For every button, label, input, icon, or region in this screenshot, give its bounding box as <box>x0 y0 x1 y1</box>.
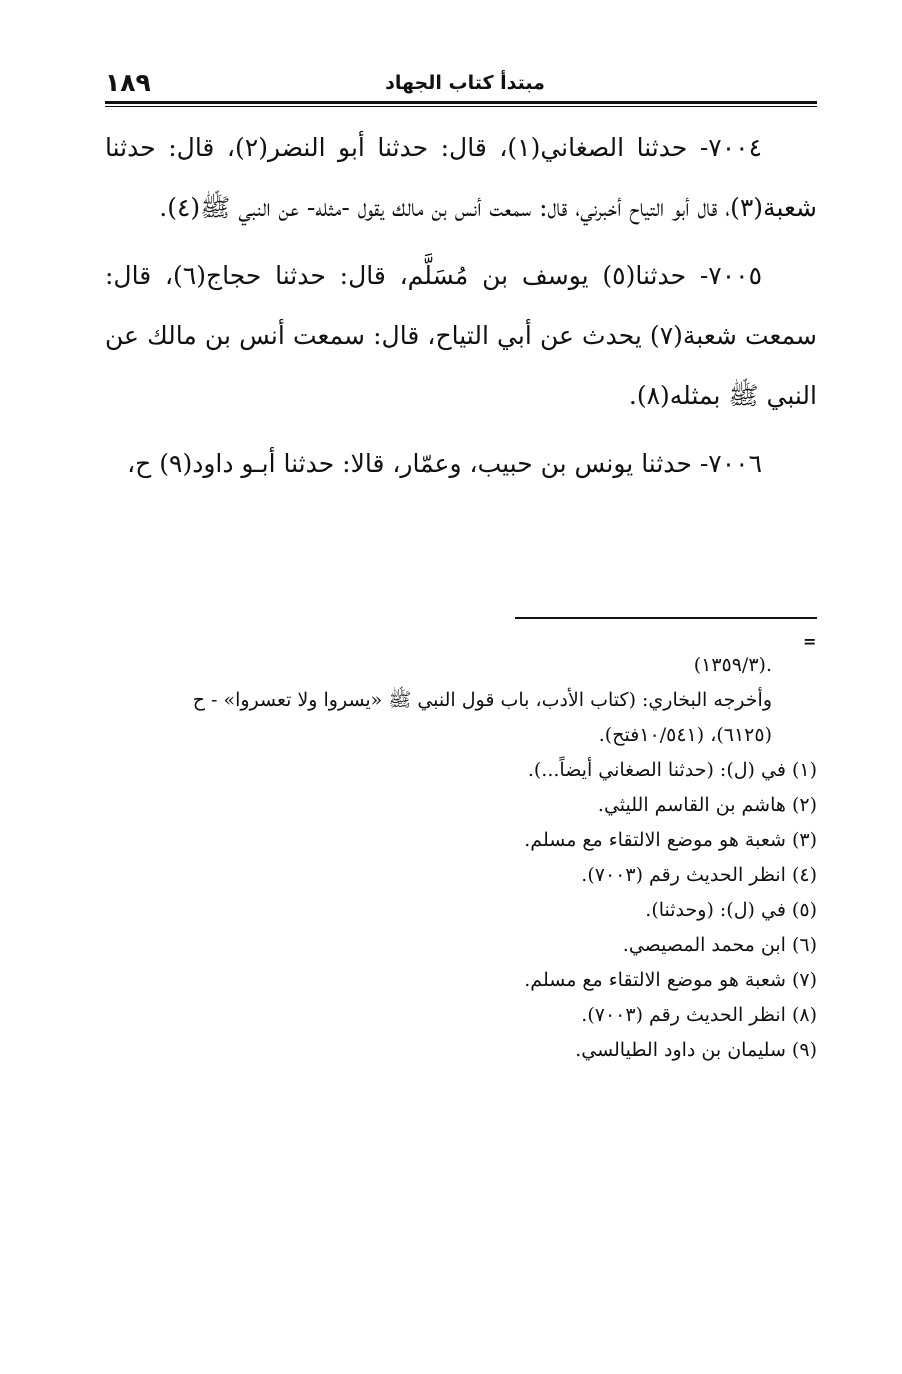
hadith-paragraph-7004: ٧٠٠٤- حدثنا الصغاني(١)، قال: حدثنا أبو النضر(٢)، قال: حدثنا شعبة(٣)، قال أبو التياح أخبرني، قال: سمعت أنس بن مالك يقول -مثله- عن النبي ﷺ(٤). <box>105 133 817 222</box>
hadith-paragraph-7005: ٧٠٠٥- حدثنا(٥) يوسف بن مُسَلَّم، قال: حدثنا حجاج(٦)، قال: سمعت شعبة(٧) يحدث عن أبي التياح، قال: سمعت أنس بن مالك عن النبي ﷺ بمثله(٨). <box>105 261 817 410</box>
header-rule-thin <box>105 106 817 107</box>
footnote-6: (٦) ابن محمد المصيصي. <box>622 934 817 956</box>
footnote-separator <box>515 617 817 619</box>
running-title: مبتدأ كتاب الجهاد <box>385 72 545 94</box>
footnotes <box>105 648 817 1068</box>
footnote-2: (٢) هاشم بن القاسم الليثي. <box>597 794 817 816</box>
continuation-marker: = <box>803 632 817 651</box>
footnote-8: (٨) انظر الحديث رقم (٧٠٠٣). <box>581 1004 817 1026</box>
footnote-7: (٧) شعبة هو موضع الالتقاء مع مسلم. <box>524 969 817 991</box>
footnote-continuation-line-3: (٦١٢٥)، (١٠/٥٤١فتح). <box>598 724 772 746</box>
footnote-continuation-line-2: وأخرجه البخاري: (كتاب الأدب، باب قول النبي ﷺ «يسروا ولا تعسروا» - ح <box>192 689 772 711</box>
footnote-continuation-line-1: .(١٣٥٩/٣) <box>693 654 772 676</box>
footnote-5: (٥) في (ل): (وحدثنا). <box>645 899 817 921</box>
header-rule-thick <box>105 101 817 104</box>
main-text <box>105 118 817 502</box>
footnote-9: (٩) سليمان بن داود الطيالسي. <box>575 1039 817 1061</box>
page-number: ١٨٩ <box>105 68 151 97</box>
hadith-paragraph-7006: ٧٠٠٦- حدثنا يونس بن حبيب، وعمّار، قالا: حدثنا أبـو داود(٩) ح، <box>127 449 762 478</box>
page-header <box>105 64 817 104</box>
footnote-1: (١) في (ل): (حدثنا الصغاني أيضاً...). <box>527 759 817 781</box>
footnote-3: (٣) شعبة هو موضع الالتقاء مع مسلم. <box>524 829 817 851</box>
footnote-4: (٤) انظر الحديث رقم (٧٠٠٣). <box>581 864 817 886</box>
